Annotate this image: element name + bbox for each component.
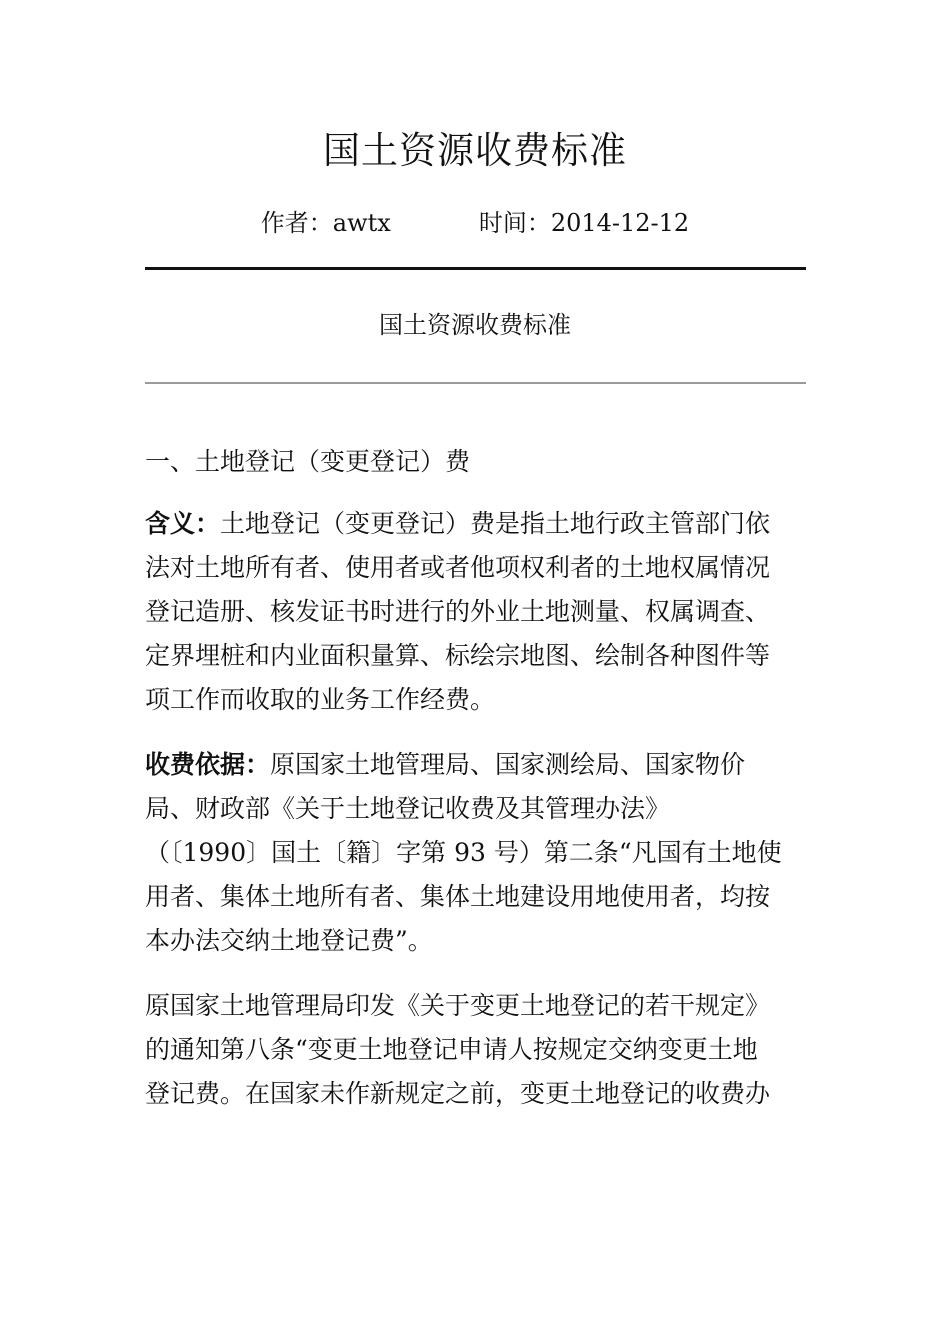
header-divider: [145, 267, 806, 270]
meaning-line-2: 法对土地所有者、使用者或者他项权利者的土地权属情况: [145, 553, 771, 582]
basis-text-1: 原国家土地管理局、国家测绘局、国家物价: [270, 750, 746, 779]
meaning-line-4: 定界埋桩和内业面积量算、标绘宗地图、绘制各种图件等: [145, 641, 771, 670]
meaning-line-1: [145, 502, 810, 546]
meaning-paragraph: [145, 502, 810, 722]
document-body: [145, 440, 810, 1137]
document-title: 国土资源收费标准: [323, 129, 627, 172]
regulation-line-3: 登记费。在国家未作新规定之前，变更土地登记的收费办: [145, 1079, 771, 1108]
basis-paragraph: [145, 743, 810, 963]
document-meta: [0, 206, 950, 240]
author-info: 作者：awtx: [260, 209, 391, 237]
basis-label: 收费依据：: [145, 750, 271, 779]
regulation-line-2: 的通知第八条“变更土地登记申请人按规定交纳变更土地: [145, 1035, 758, 1064]
meaning-line-5: 项工作而收取的业务工作经费。: [145, 685, 496, 714]
basis-line-5: 本办法交纳土地登记费”。: [145, 926, 433, 955]
meaning-label: 含义：: [145, 509, 221, 538]
section-heading: 一、土地登记（变更登记）费: [145, 447, 471, 476]
meaning-text-1: 土地登记（变更登记）费是指土地行政主管部门依: [220, 509, 771, 538]
date-info: 时间：2014-12-12: [478, 209, 690, 237]
document-subtitle: 国土资源收费标准: [379, 311, 571, 339]
basis-line-3: （〔1990〕国土〔籍〕字第 93 号）第二条“凡国有土地使: [145, 838, 782, 867]
basis-line-1: [145, 743, 810, 787]
meaning-line-3: 登记造册、核发证书时进行的外业土地测量、权属调查、: [145, 597, 771, 626]
regulation-line-1: 原国家土地管理局印发《关于变更土地登记的若干规定》: [145, 991, 771, 1020]
subtitle-divider: [145, 382, 806, 384]
regulation-paragraph: [145, 984, 810, 1116]
basis-line-4: 用者、集体土地所有者、集体土地建设用地使用者，均按: [145, 882, 771, 911]
basis-line-2: 局、财政部《关于土地登记收费及其管理办法》: [145, 794, 671, 823]
